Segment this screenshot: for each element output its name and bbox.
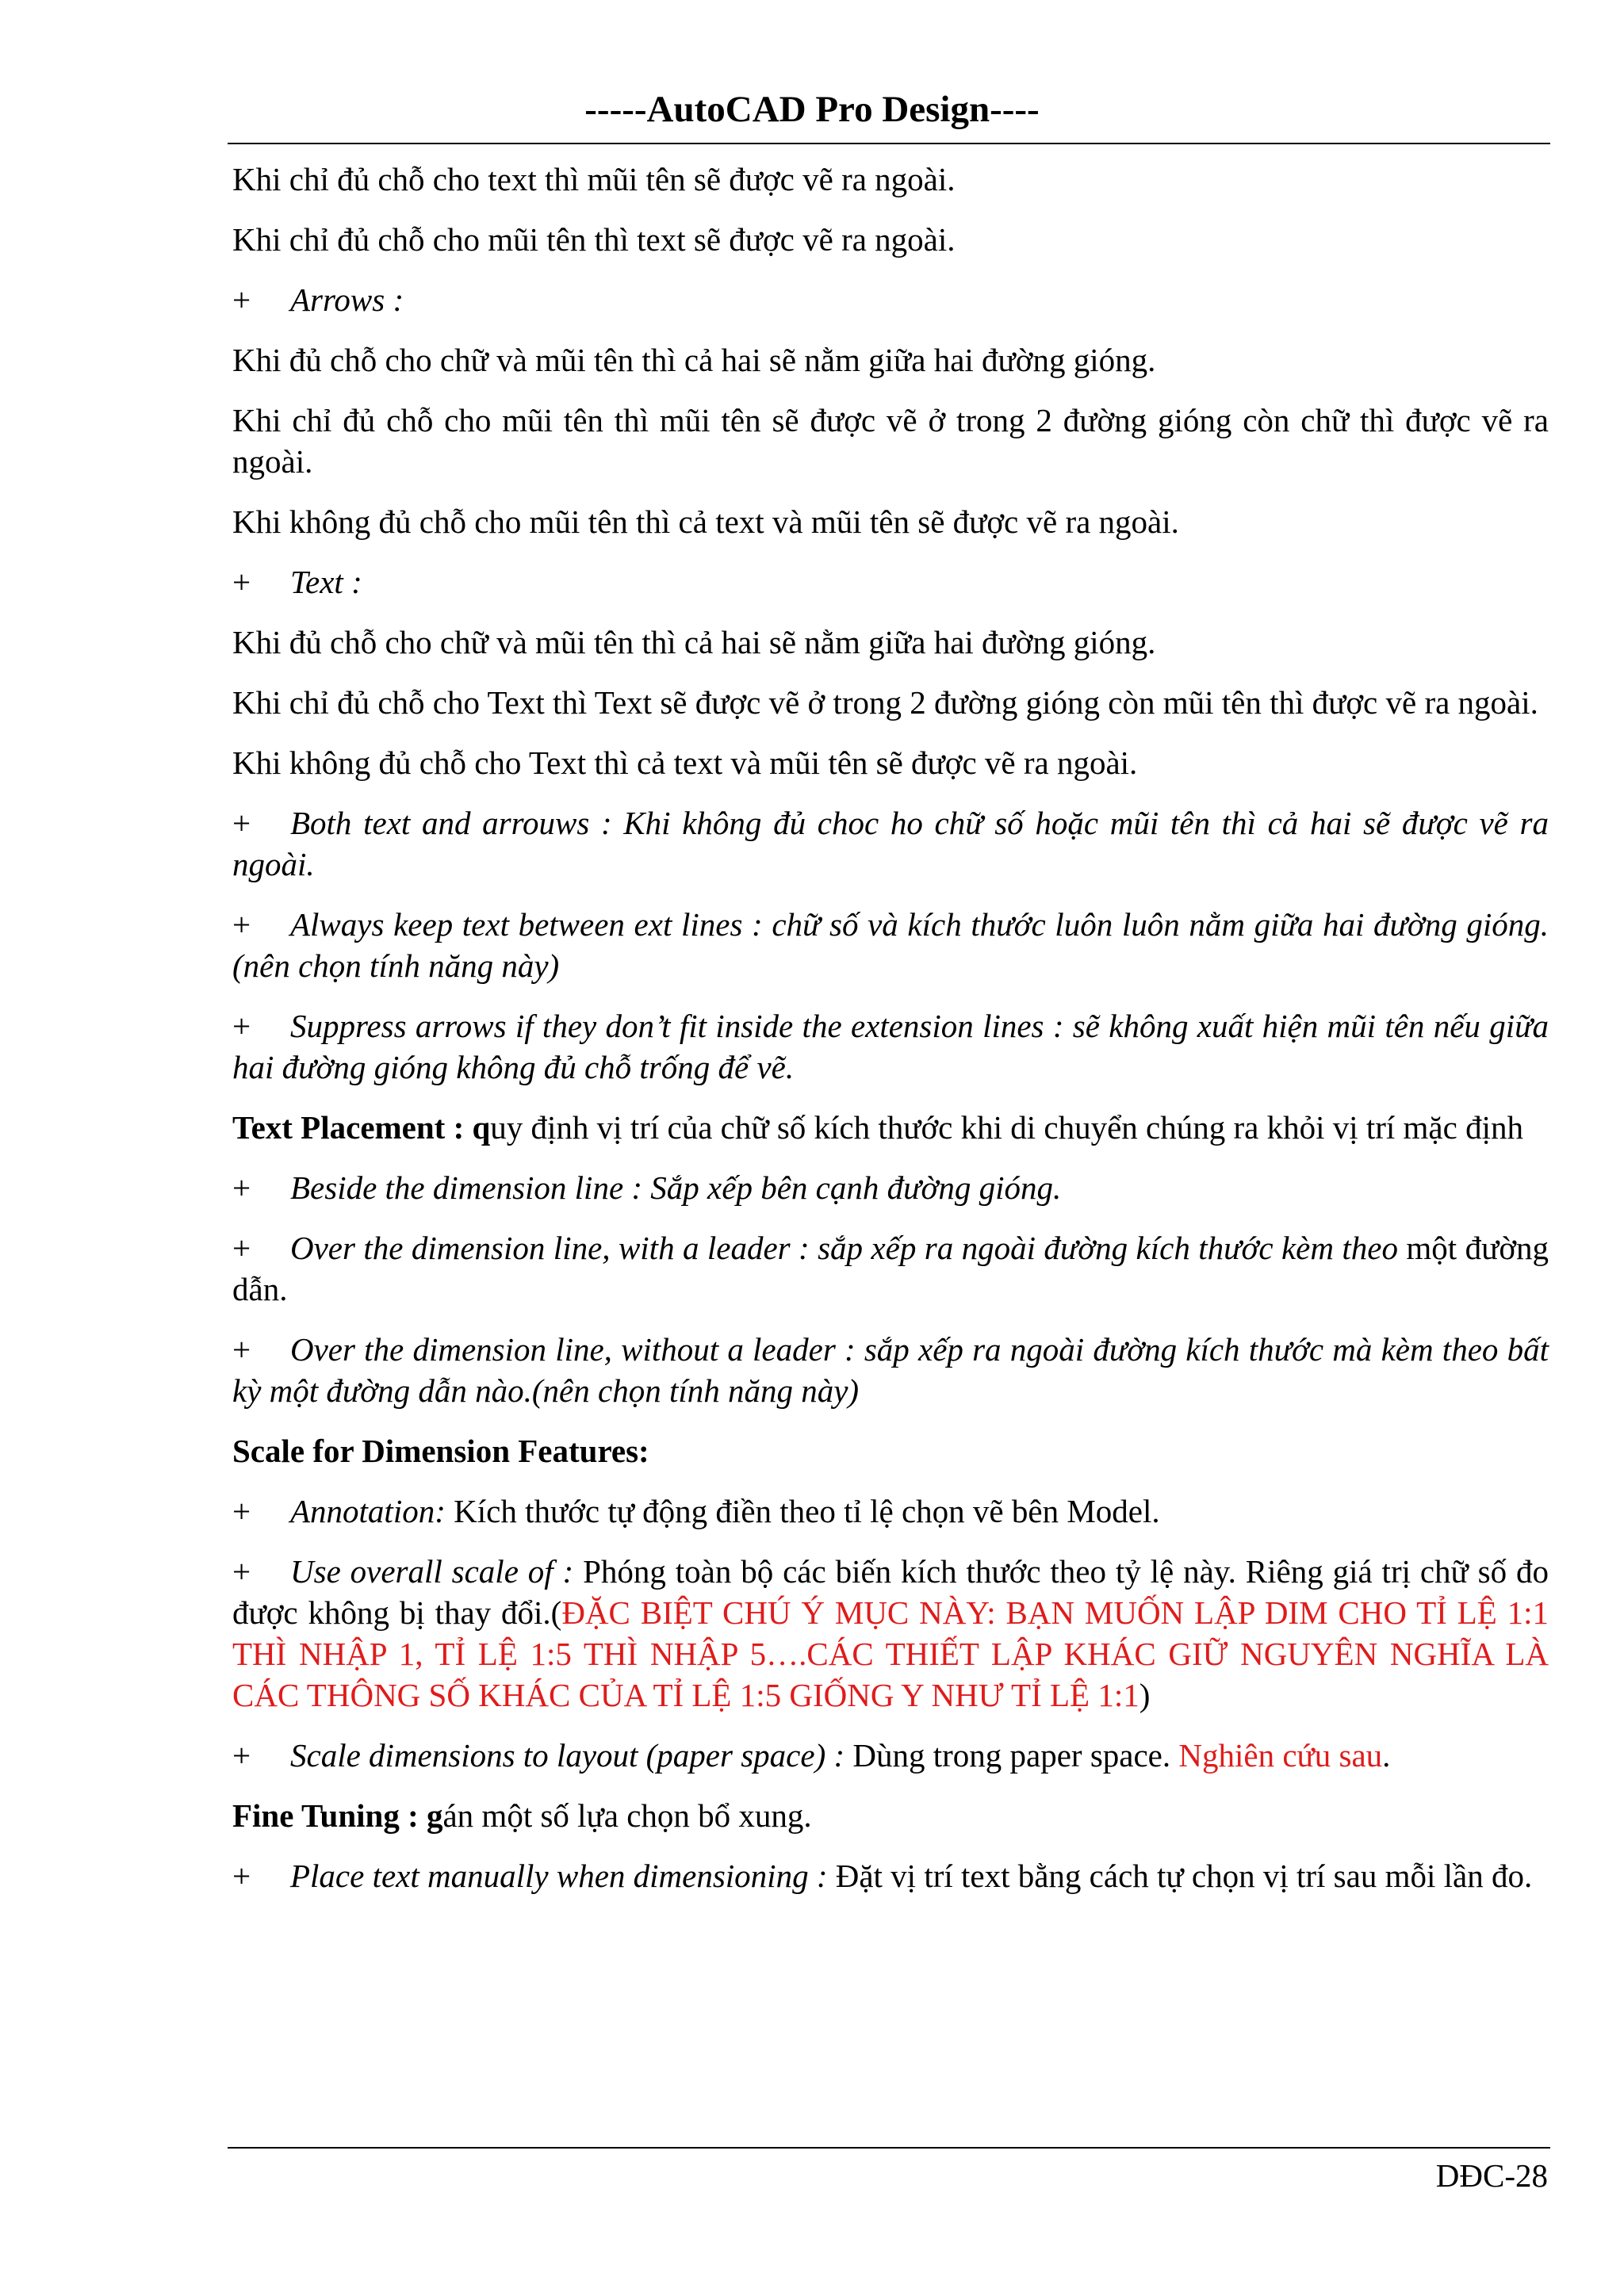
option-over-with-leader (232, 1227, 1549, 1310)
option-both-text-arrows (232, 802, 1549, 885)
option-annotation (232, 1490, 1549, 1532)
research-later-note: Nghiên cứu sau (1178, 1737, 1383, 1774)
option-label: Place text manually when dimensioning : (290, 1858, 828, 1894)
paragraph: Khi không đủ chỗ cho Text thì cả text và mũi tên sẽ được vẽ ra ngoài. (232, 744, 1138, 781)
option-label: Annotation: (290, 1493, 446, 1529)
bullet-plus: + (232, 1331, 251, 1368)
section-scale-heading: Scale for Dimension Features: (232, 1433, 649, 1469)
option-label: Scale dimensions to layout (paper space) : (290, 1737, 845, 1774)
option-place-text-manually (232, 1855, 1549, 1896)
paragraph: Khi đủ chỗ cho chữ và mũi tên thì cả hai sẽ nằm giữa hai đường gióng. (232, 342, 1156, 378)
paragraph: Khi đủ chỗ cho chữ và mũi tên thì cả hai sẽ nằm giữa hai đường gióng. (232, 624, 1156, 660)
option-heading: Text : (290, 564, 362, 600)
paragraph: Khi chỉ đủ chỗ cho Text thì Text sẽ được vẽ ở trong 2 đường gióng còn mũi tên thì được vẽ ra ngoài. (232, 684, 1538, 721)
header-rule (228, 143, 1550, 144)
document-body (232, 159, 1549, 1915)
option-text: Phóng toàn bộ các biến kích thước theo tỷ lệ này. Riêng giá trị chữ số đo được không bị thay đổi.( (232, 1553, 1549, 1631)
option-arrows (232, 279, 1549, 320)
section-text-placement (232, 1107, 1549, 1148)
period: . (1382, 1737, 1391, 1774)
bullet-plus: + (232, 805, 251, 841)
paragraph: Khi không đủ chỗ cho mũi tên thì cả text và mũi tên sẽ được vẽ ra ngoài. (232, 503, 1179, 540)
option-text: Always keep text between ext lines : chữ số và kích thước luôn luôn nằm giữa hai đường gióng.(nên chọn tính năng này) (232, 906, 1549, 984)
paragraph: Khi chỉ đủ chỗ cho text thì mũi tên sẽ được vẽ ra ngoài. (232, 161, 956, 197)
section-label: Fine Tuning : g (232, 1797, 443, 1834)
option-label: Use overall scale of : (290, 1553, 574, 1590)
bullet-plus: + (232, 1493, 251, 1529)
option-suppress-arrows (232, 1005, 1549, 1088)
bullet-plus: + (232, 281, 251, 318)
option-text: Over the dimension line, with a leader : sắp xếp ra ngoài đường kích thước kèm theo (290, 1230, 1398, 1266)
section-label: Text Placement : q (232, 1109, 491, 1146)
option-text: Suppress arrows if they don’t fit inside the extension lines : sẽ không xuất hiện mũi tên nếu giữa hai đường gióng không đủ chỗ trống để vẽ. (232, 1008, 1549, 1085)
important-note: ĐẶC BIỆT CHÚ Ý MỤC NÀY: BẠN MUỐN LẬP DIM CHO TỈ LỆ 1:1 THÌ NHẬP 1, TỈ LỆ 1:5 THÌ NHẬP 5….CÁC THIẾT LẬP KHÁC GIỮ NGUYÊN NGHĨA LÀ CÁC THÔNG SỐ KHÁC CỦA TỈ LỆ 1:5 GIỐNG Y NHƯ TỈ LỆ 1:1 (232, 1594, 1549, 1713)
bullet-plus: + (232, 906, 251, 943)
option-always-keep-text (232, 904, 1549, 986)
option-heading: Arrows : (290, 281, 404, 318)
option-scale-to-layout (232, 1735, 1549, 1776)
closing-paren: ) (1139, 1677, 1151, 1713)
option-over-without-leader (232, 1329, 1549, 1411)
paragraph: Khi chỉ đủ chỗ cho mũi tên thì text sẽ được vẽ ra ngoài. (232, 221, 956, 258)
option-text: Beside the dimension line : Sắp xếp bên cạnh đường gióng. (290, 1169, 1062, 1206)
option-beside-dimension-line (232, 1167, 1549, 1208)
option-text: Đặt vị trí text bằng cách tự chọn vị trí sau mỗi lần đo. (827, 1858, 1533, 1894)
bullet-plus: + (232, 1553, 251, 1590)
option-text: Over the dimension line, without a leader : sắp xếp ra ngoài đường kích thước mà kèm theo bất kỳ một đường dẫn nào.(nên chọn tính năng này) (232, 1331, 1549, 1409)
section-fine-tuning (232, 1795, 1549, 1836)
bullet-plus: + (232, 1737, 251, 1774)
bullet-plus: + (232, 1169, 251, 1206)
paragraph: Khi chỉ đủ chỗ cho mũi tên thì mũi tên sẽ được vẽ ở trong 2 đường gióng còn chữ thì được vẽ ra ngoài. (232, 402, 1549, 480)
bullet-plus: + (232, 1858, 251, 1894)
footer-rule (228, 2147, 1550, 2149)
page-number: DĐC-28 (1435, 2157, 1548, 2194)
option-text (232, 561, 1549, 603)
bullet-plus: + (232, 564, 251, 600)
bullet-plus: + (232, 1230, 251, 1266)
bullet-plus: + (232, 1008, 251, 1044)
option-text-continued: một đường dẫn. (232, 1230, 1549, 1307)
option-use-overall-scale (232, 1551, 1549, 1716)
option-text: Both text and arrouws : Khi không đủ choc ho chữ số hoặc mũi tên thì cả hai sẽ được vẽ ra ngoài. (232, 805, 1549, 882)
page-header-title: -----AutoCAD Pro Design---- (584, 89, 1040, 130)
option-text: Dùng trong paper space. (845, 1737, 1179, 1774)
section-text: án một số lựa chọn bổ xung. (442, 1797, 812, 1834)
section-text: uy định vị trí của chữ số kích thước khi di chuyển chúng ra khỏi vị trí mặc định (490, 1109, 1523, 1146)
option-text: Kích thước tự động điền theo tỉ lệ chọn vẽ bên Model. (445, 1493, 1160, 1529)
